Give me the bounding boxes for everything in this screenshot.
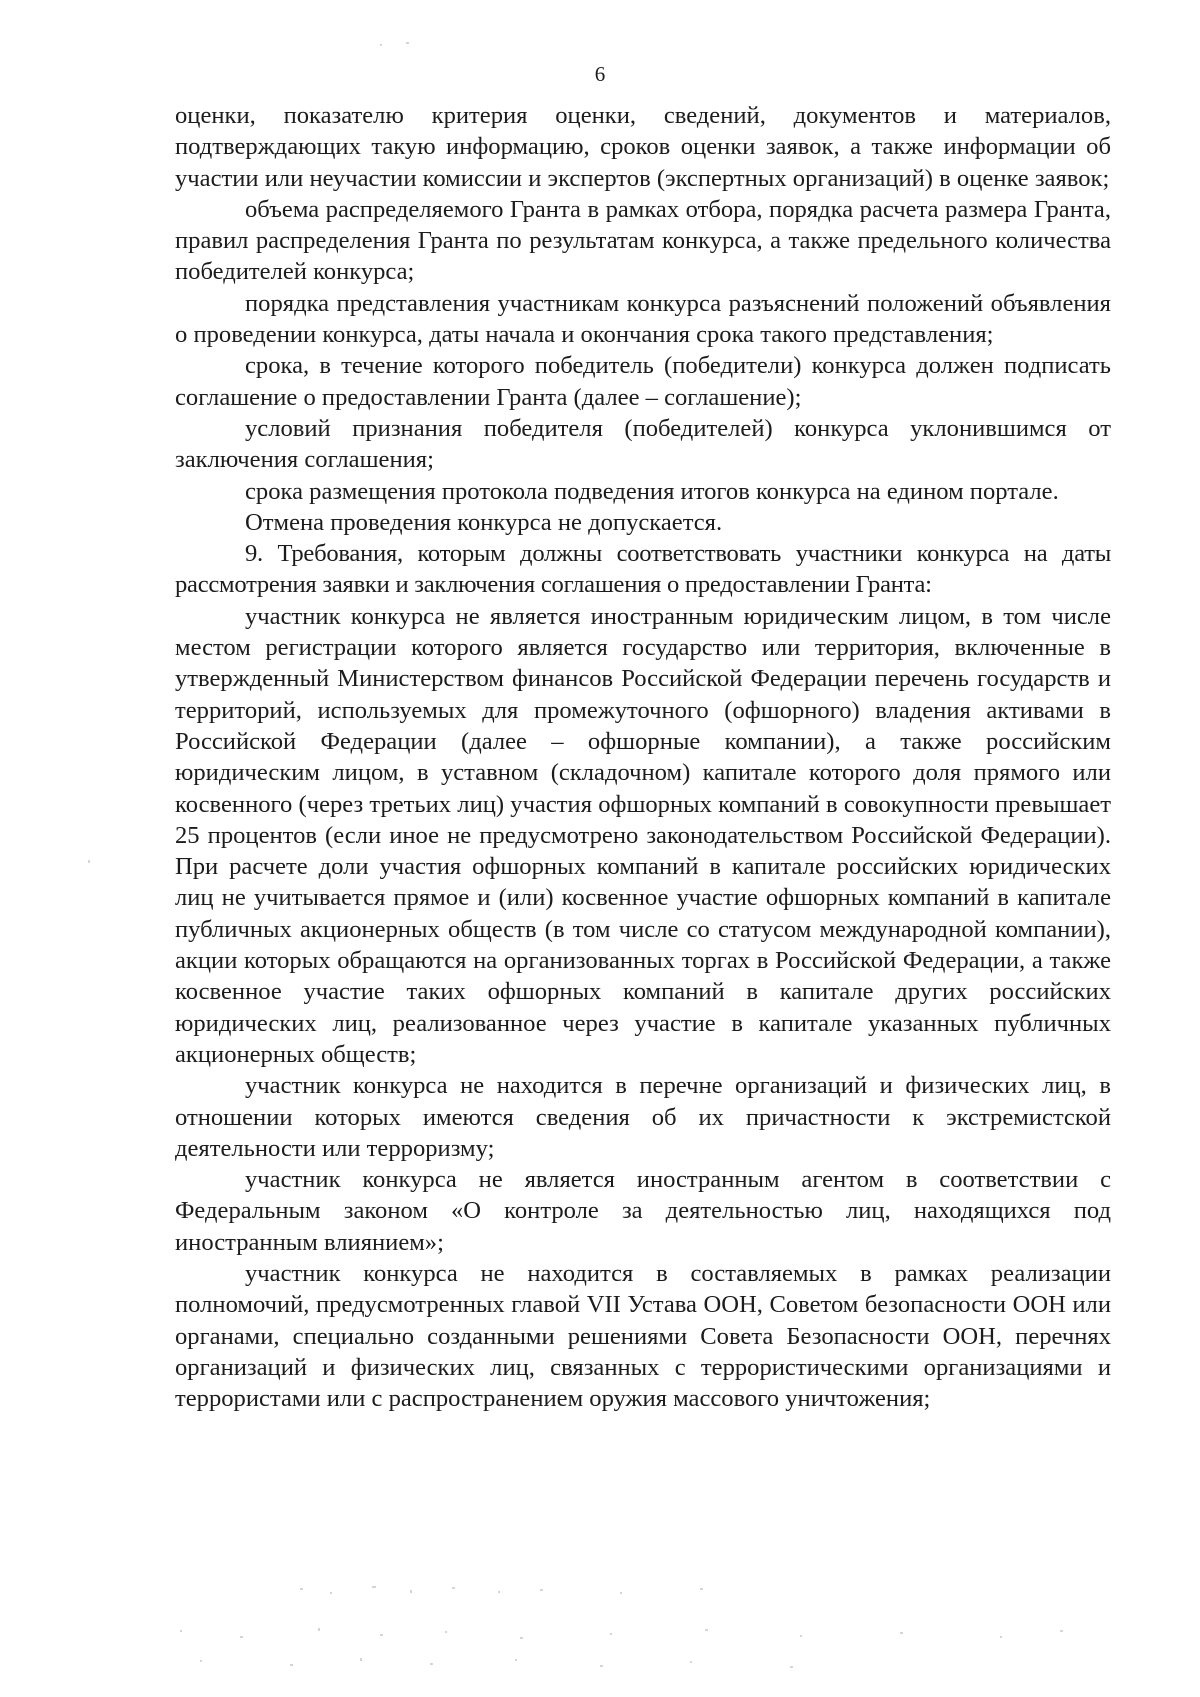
page-number: 6 (594, 62, 606, 86)
paragraph-agreement-term: срока, в течение которого победитель (победители) конкурса должен подписать соглашение о предоставлении Гранта (далее – соглашение); (175, 352, 1111, 411)
paragraph-foreign-agent-requirement: участник конкурса не является иностранным агентом в соответствии с Федеральным законом «О контроле за деятельностью лиц, находящихся под иностранным влиянием»; (175, 1166, 1111, 1256)
paragraph-continuation: оценки, показателю критерия оценки, сведений, документов и материалов, подтверждающих такую информацию, сроков оценки заявок, а также информации об участии или неучастии комиссии и экспертов (экспертных организаций) в оценке заявок; (175, 102, 1111, 192)
document-body (175, 100, 1111, 1414)
paragraph-cancellation: Отмена проведения конкурса не допускается. (245, 508, 723, 536)
paragraph-clarifications: порядка представления участникам конкурса разъяснений положений объявления о проведении конкурса, даты начала и окончания срока такого представления; (175, 289, 1111, 349)
paragraph-extremism-requirement: участник конкурса не находится в перечне организаций и физических лиц, в отношении которых имеются сведения об их причастности к экстремистской деятельности или терроризму; (175, 1072, 1111, 1162)
paragraph-un-lists-requirement: участник конкурса не находится в составляемых в рамках реализации полномочий, предусмотренных главой VII Устава ООН, Советом безопасности ООН или органами, специально созданными решениями Совета Безопасности ООН, перечнях организаций и физических лиц, связанных с террористическими организациями и террористами или с распространением оружия массового уничтожения; (175, 1259, 1111, 1413)
paragraph-evasion-conditions: условий признания победителя (победителей) конкурса уклонившимся от заключения соглашения; (175, 414, 1111, 474)
paragraph-offshore-requirement: участник конкурса не является иностранным юридическим лицом, в том числе местом регистрации которого является государство или территория, включенные в утвержденный Министерством финансов Российской Федерации перечень государств и территорий, используемых для промежуточного (офшорного) владения активами в Российской Федерации (далее – офшорные компании), а также российским юридическим лицом, в уставном (складочном) капитале которого доля прямого или косвенного (через третьих лиц) участия офшорных компаний в совокупности превышает 25 процентов (если иное не предусмотрено законодательством Российской Федерации). При расчете доли участия офшорных компаний в капитале российских юридических лиц не учитывается прямое и (или) косвенное участие офшорных компаний в капитале публичных акционерных обществ (в том числе со статусом международной компании), акции которых обращаются на организованных торгах в Российской Федерации, а также косвенное участие таких офшорных компаний в капитале других российских юридических лиц, реализованное через участие в капитале указанных публичных акционерных обществ; (175, 602, 1111, 1068)
paragraph-protocol-term: срока размещения протокола подведения итогов конкурса на едином портале. (245, 477, 1059, 505)
paragraph-section-9: 9. Требования, которым должны соответствовать участники конкурса на даты рассмотрения заявки и заключения соглашения о предоставлении Гранта: (175, 540, 1111, 599)
paragraph-grant-volume: объема распределяемого Гранта в рамках отбора, порядка расчета размера Гранта, правил распределения Гранта по результатам конкурса, а также предельного количества победителей конкурса; (175, 195, 1111, 286)
